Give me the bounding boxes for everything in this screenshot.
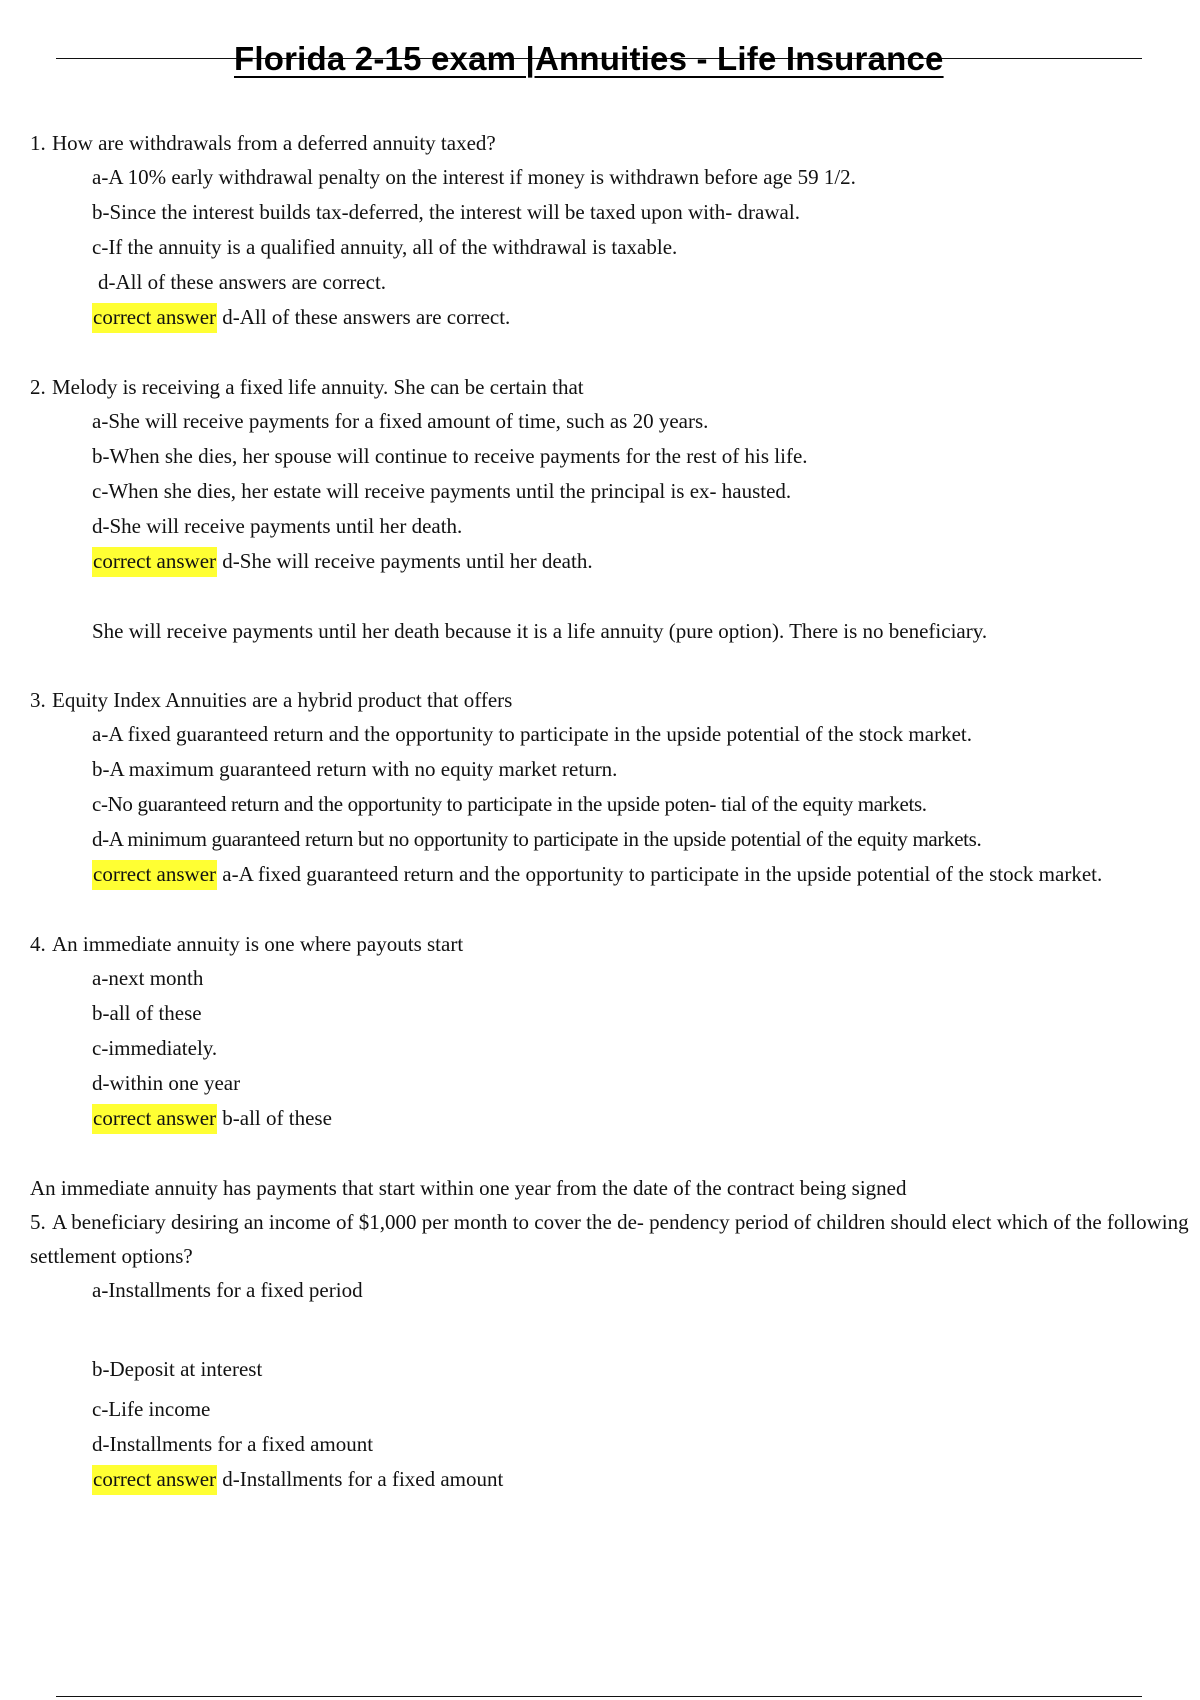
correct-answer-row — [30, 544, 1195, 579]
option-c: c-immediately. — [92, 1036, 218, 1060]
question-text: Melody is receiving a fixed life annuity. She can be certain that — [52, 375, 584, 399]
option-d: d-All of these answers are correct. — [98, 270, 387, 294]
correct-answer-text: d-All of these answers are correct. — [222, 305, 511, 329]
option-d: d-Installments for a fixed amount — [92, 1432, 374, 1456]
answer-explanation: She will receive payments until her death because it is a life annuity (pure option). There is no beneficiary. — [92, 619, 988, 643]
option-c: c-If the annuity is a qualified annuity, all of the withdrawal is taxable. — [92, 235, 678, 259]
option-d: d-She will receive payments until her death. — [92, 514, 463, 538]
question-2-stem — [30, 370, 1195, 404]
question-3 — [30, 683, 1195, 892]
question-4 — [30, 927, 1195, 1136]
correct-answer-text: a-A fixed guaranteed return and the opportunity to participate in the upside potential of the stock market. — [222, 862, 1103, 886]
question-text: How are withdrawals from a deferred annuity taxed? — [52, 131, 496, 155]
option-b: b-Since the interest builds tax-deferred, the interest will be taxed upon with- drawal. — [92, 200, 800, 224]
correct-answer-text: b-all of these — [222, 1106, 332, 1130]
quiz-content — [30, 126, 1195, 1497]
option-c: c-When she dies, her estate will receive payments until the principal is ex- hausted. — [92, 479, 792, 503]
correct-answer-label: correct answer — [92, 303, 217, 333]
question-text: An immediate annuity is one where payouts start — [52, 932, 464, 956]
question-4-stem — [30, 927, 1195, 961]
option-d: d-A minimum guaranteed return but no opportunity to participate in the upside potential of the equity markets. — [92, 827, 982, 851]
question-text: A beneficiary desiring an income of $1,000 per month to cover the de- pendency period of children should elect which of the following settlement options? — [30, 1210, 1189, 1268]
option-a: a-She will receive payments for a fixed amount of time, such as 20 years. — [92, 409, 709, 433]
option-d: d-within one year — [92, 1071, 241, 1095]
correct-answer-text: d-Installments for a fixed amount — [222, 1467, 504, 1491]
option-a: a-A fixed guaranteed return and the opportunity to participate in the upside potential of the stock market. — [92, 722, 972, 746]
question-2 — [30, 370, 1195, 648]
question-number: 4. — [30, 932, 46, 956]
page-title: Florida 2-15 exam |Annuities - Life Insurance — [234, 40, 944, 77]
option-a: a-A 10% early withdrawal penalty on the interest if money is withdrawn before age 59 1/2. — [92, 165, 856, 189]
answer-explanation: An immediate annuity has payments that start within one year from the date of the contract being signed — [30, 1176, 907, 1200]
option-b: b-When she dies, her spouse will continue to receive payments for the rest of his life. — [92, 444, 808, 468]
question-number: 1. — [30, 131, 46, 155]
option-a: a-Installments for a fixed period — [92, 1278, 363, 1302]
correct-answer-row — [30, 857, 1200, 892]
question-number: 2. — [30, 375, 46, 399]
footer-rule — [56, 1696, 1142, 1697]
title-area — [56, 38, 1142, 84]
correct-answer-row — [30, 1101, 1195, 1136]
question-text: Equity Index Annuities are a hybrid product that offers — [52, 688, 513, 712]
correct-answer-row — [30, 300, 1195, 335]
question-5-stem — [30, 1205, 1195, 1273]
option-c: c-Life income — [92, 1397, 211, 1421]
question-1-stem — [30, 126, 1195, 160]
question-number: 5. — [30, 1210, 46, 1234]
correct-answer-text: d-She will receive payments until her death. — [222, 549, 593, 573]
correct-answer-label: correct answer — [92, 1104, 217, 1134]
correct-answer-label: correct answer — [92, 1465, 217, 1495]
question-1 — [30, 126, 1195, 335]
option-a: a-next month — [92, 966, 204, 990]
correct-answer-label: correct answer — [92, 547, 217, 577]
question-3-stem — [30, 683, 1195, 717]
option-b: b-Deposit at interest — [92, 1357, 263, 1381]
question-number: 3. — [30, 688, 46, 712]
option-b: b-all of these — [92, 1001, 202, 1025]
option-c: c-No guaranteed return and the opportunity to participate in the upside poten- tial of the equity markets. — [92, 792, 927, 816]
question-5 — [30, 1205, 1195, 1497]
correct-answer-row — [30, 1462, 1195, 1497]
option-b: b-A maximum guaranteed return with no equity market return. — [92, 757, 618, 781]
correct-answer-label: correct answer — [92, 860, 217, 890]
